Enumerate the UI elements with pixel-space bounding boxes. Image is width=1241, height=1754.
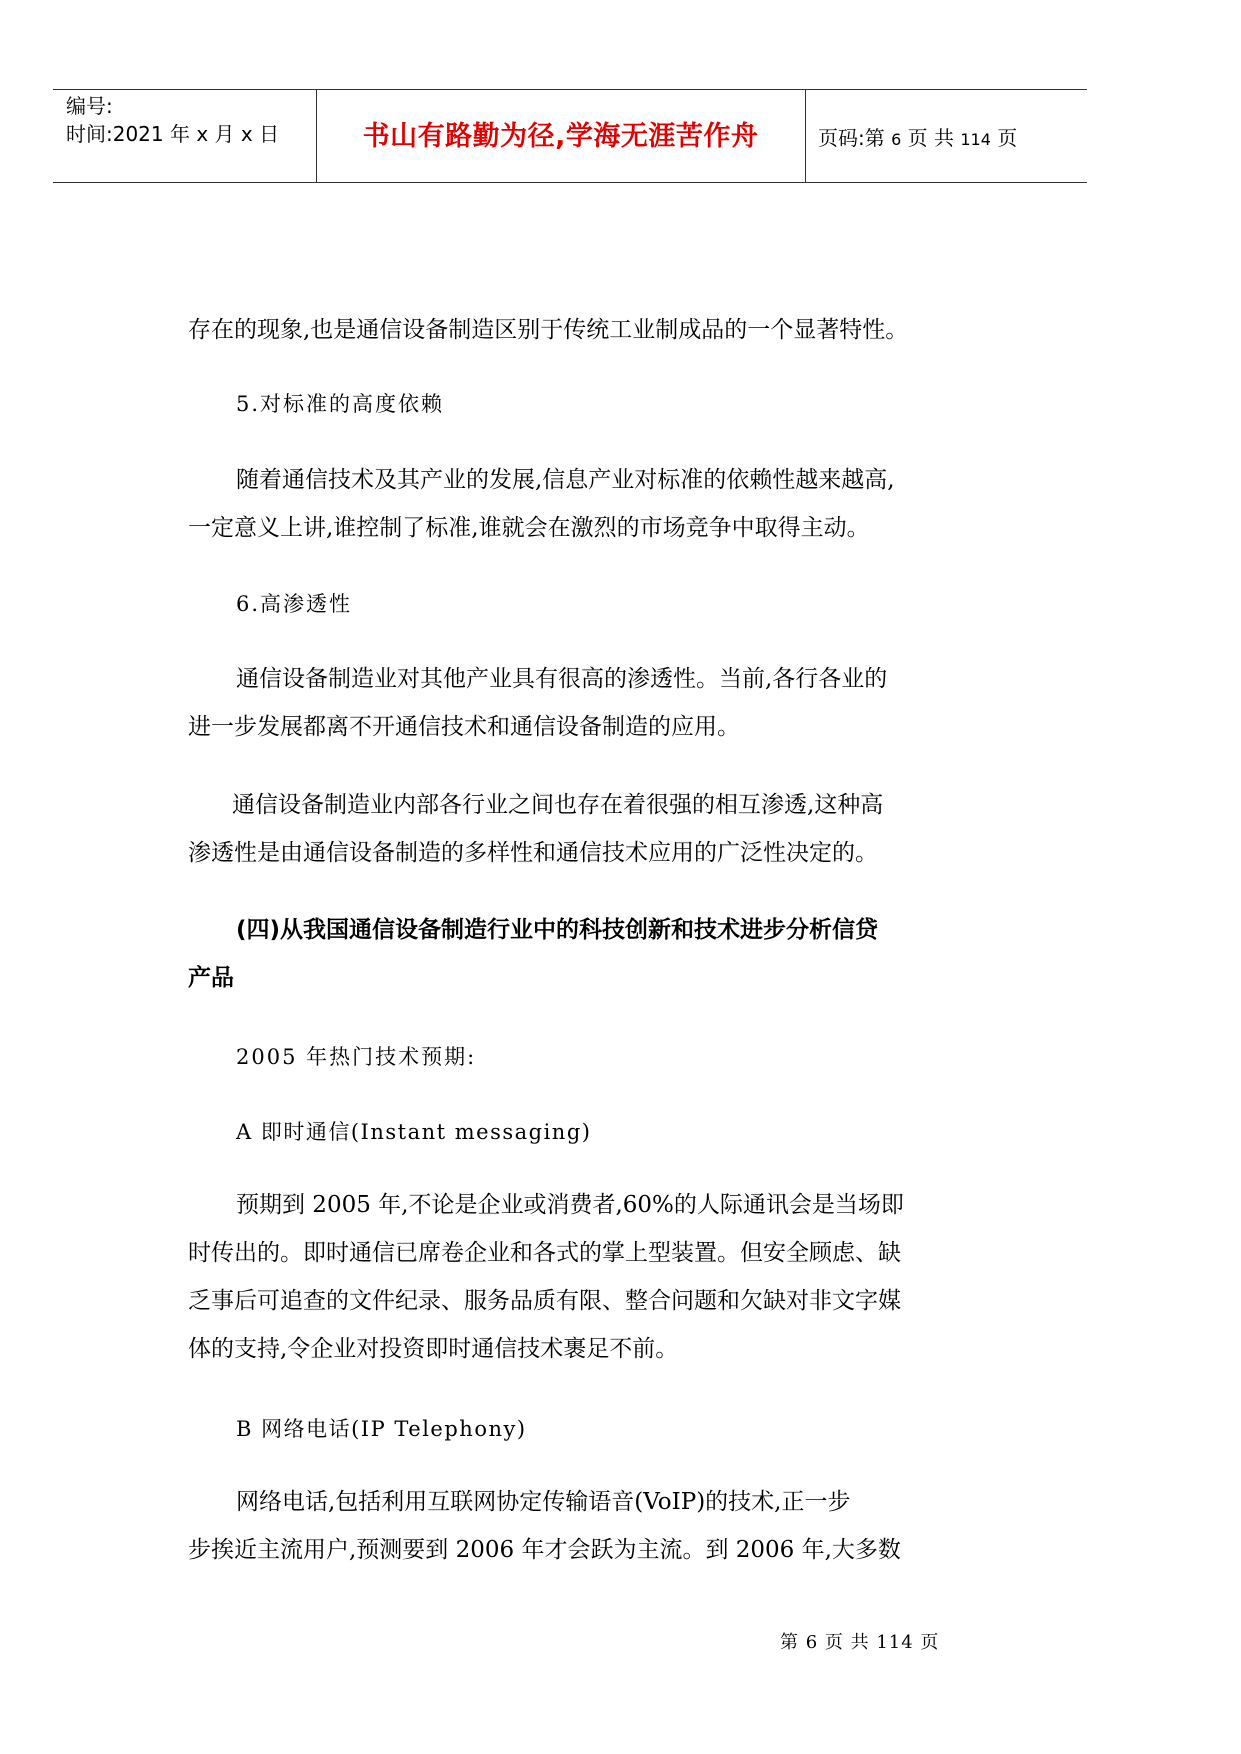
page-total: 114: [960, 130, 991, 149]
text-line: 通信设备制造业对其他产业具有很高的渗透性。当前,各行各业的: [236, 666, 888, 692]
paragraph-4: [188, 781, 963, 877]
text-line: 渗透性是由通信设备制造的多样性和通信技术应用的广泛性决定的。: [188, 840, 878, 866]
paragraph-1: [188, 306, 963, 354]
header-divider-left: [316, 90, 317, 182]
text-line: 存在的现象,也是通信设备制造区别于传统工业制成品的一个显著特性。: [188, 317, 909, 343]
page-mid: 页 共: [907, 126, 955, 150]
header-page-info: [818, 123, 1017, 155]
page-prefix: 页码:第: [818, 126, 885, 150]
paragraph-6: [188, 1478, 963, 1574]
paragraph-5: [188, 1181, 963, 1373]
text-line: 随着通信技术及其产业的发展,信息产业对标准的依赖性越来越高,: [236, 467, 895, 493]
header-divider-right: [805, 90, 806, 182]
text-line: 乏事后可追查的文件纪录、服务品质有限、整合问题和欠缺对非文字媒: [188, 1288, 901, 1314]
subheading-b: B 网络电话(IP Telephony): [236, 1417, 527, 1441]
text-line: 体的支持,令企业对投资即时通信技术裹足不前。: [188, 1336, 679, 1362]
paragraph-2: [188, 456, 963, 552]
text-line: (四)从我国通信设备制造行业中的科技创新和技术进步分析信贷: [236, 917, 879, 943]
subheading-a: A 即时通信(Instant messaging): [236, 1120, 592, 1144]
text-line: 一定意义上讲,谁控制了标准,谁就会在激烈的市场竞争中取得主动。: [188, 515, 870, 541]
page-number: 6: [891, 130, 902, 149]
text-line: 时传出的。即时通信已席卷企业和各式的掌上型装置。但安全顾虑、缺: [188, 1240, 901, 1266]
header-bottom-rule: [53, 182, 1087, 183]
text-line: 产品: [188, 965, 234, 991]
heading-6: 6.高渗透性: [236, 592, 353, 616]
page-suffix: 页: [997, 126, 1018, 150]
heading-5: 5.对标准的高度依赖: [236, 392, 445, 416]
header-motto: 书山有路勤为径,学海无涯苦作舟: [362, 121, 759, 152]
header-meta: [66, 92, 279, 148]
paragraph-3: [188, 655, 963, 751]
hot-tech-title: 2005 年热门技术预期:: [236, 1045, 477, 1069]
text-line: 进一步发展都离不开通信技术和通信设备制造的应用。: [188, 714, 740, 740]
time-label: 时间:2021 年 x 月 x 日: [66, 122, 280, 146]
page-footer: 第 6 页 共 114 页: [780, 1632, 940, 1653]
text-line: 网络电话,包括利用互联网协定传输语音(VoIP)的技术,正一步: [236, 1489, 851, 1515]
section-heading-4: [188, 906, 963, 1002]
text-line: 通信设备制造业内部各行业之间也存在着很强的相互渗透,这种高: [232, 792, 884, 818]
text-line: 预期到 2005 年,不论是企业或消费者,60%的人际通讯会是当场即: [236, 1192, 904, 1218]
text-line: 步挨近主流用户,预测要到 2006 年才会跃为主流。到 2006 年,大多数: [188, 1537, 901, 1563]
header-top-rule: [53, 89, 1087, 90]
code-label: 编号:: [66, 94, 113, 118]
